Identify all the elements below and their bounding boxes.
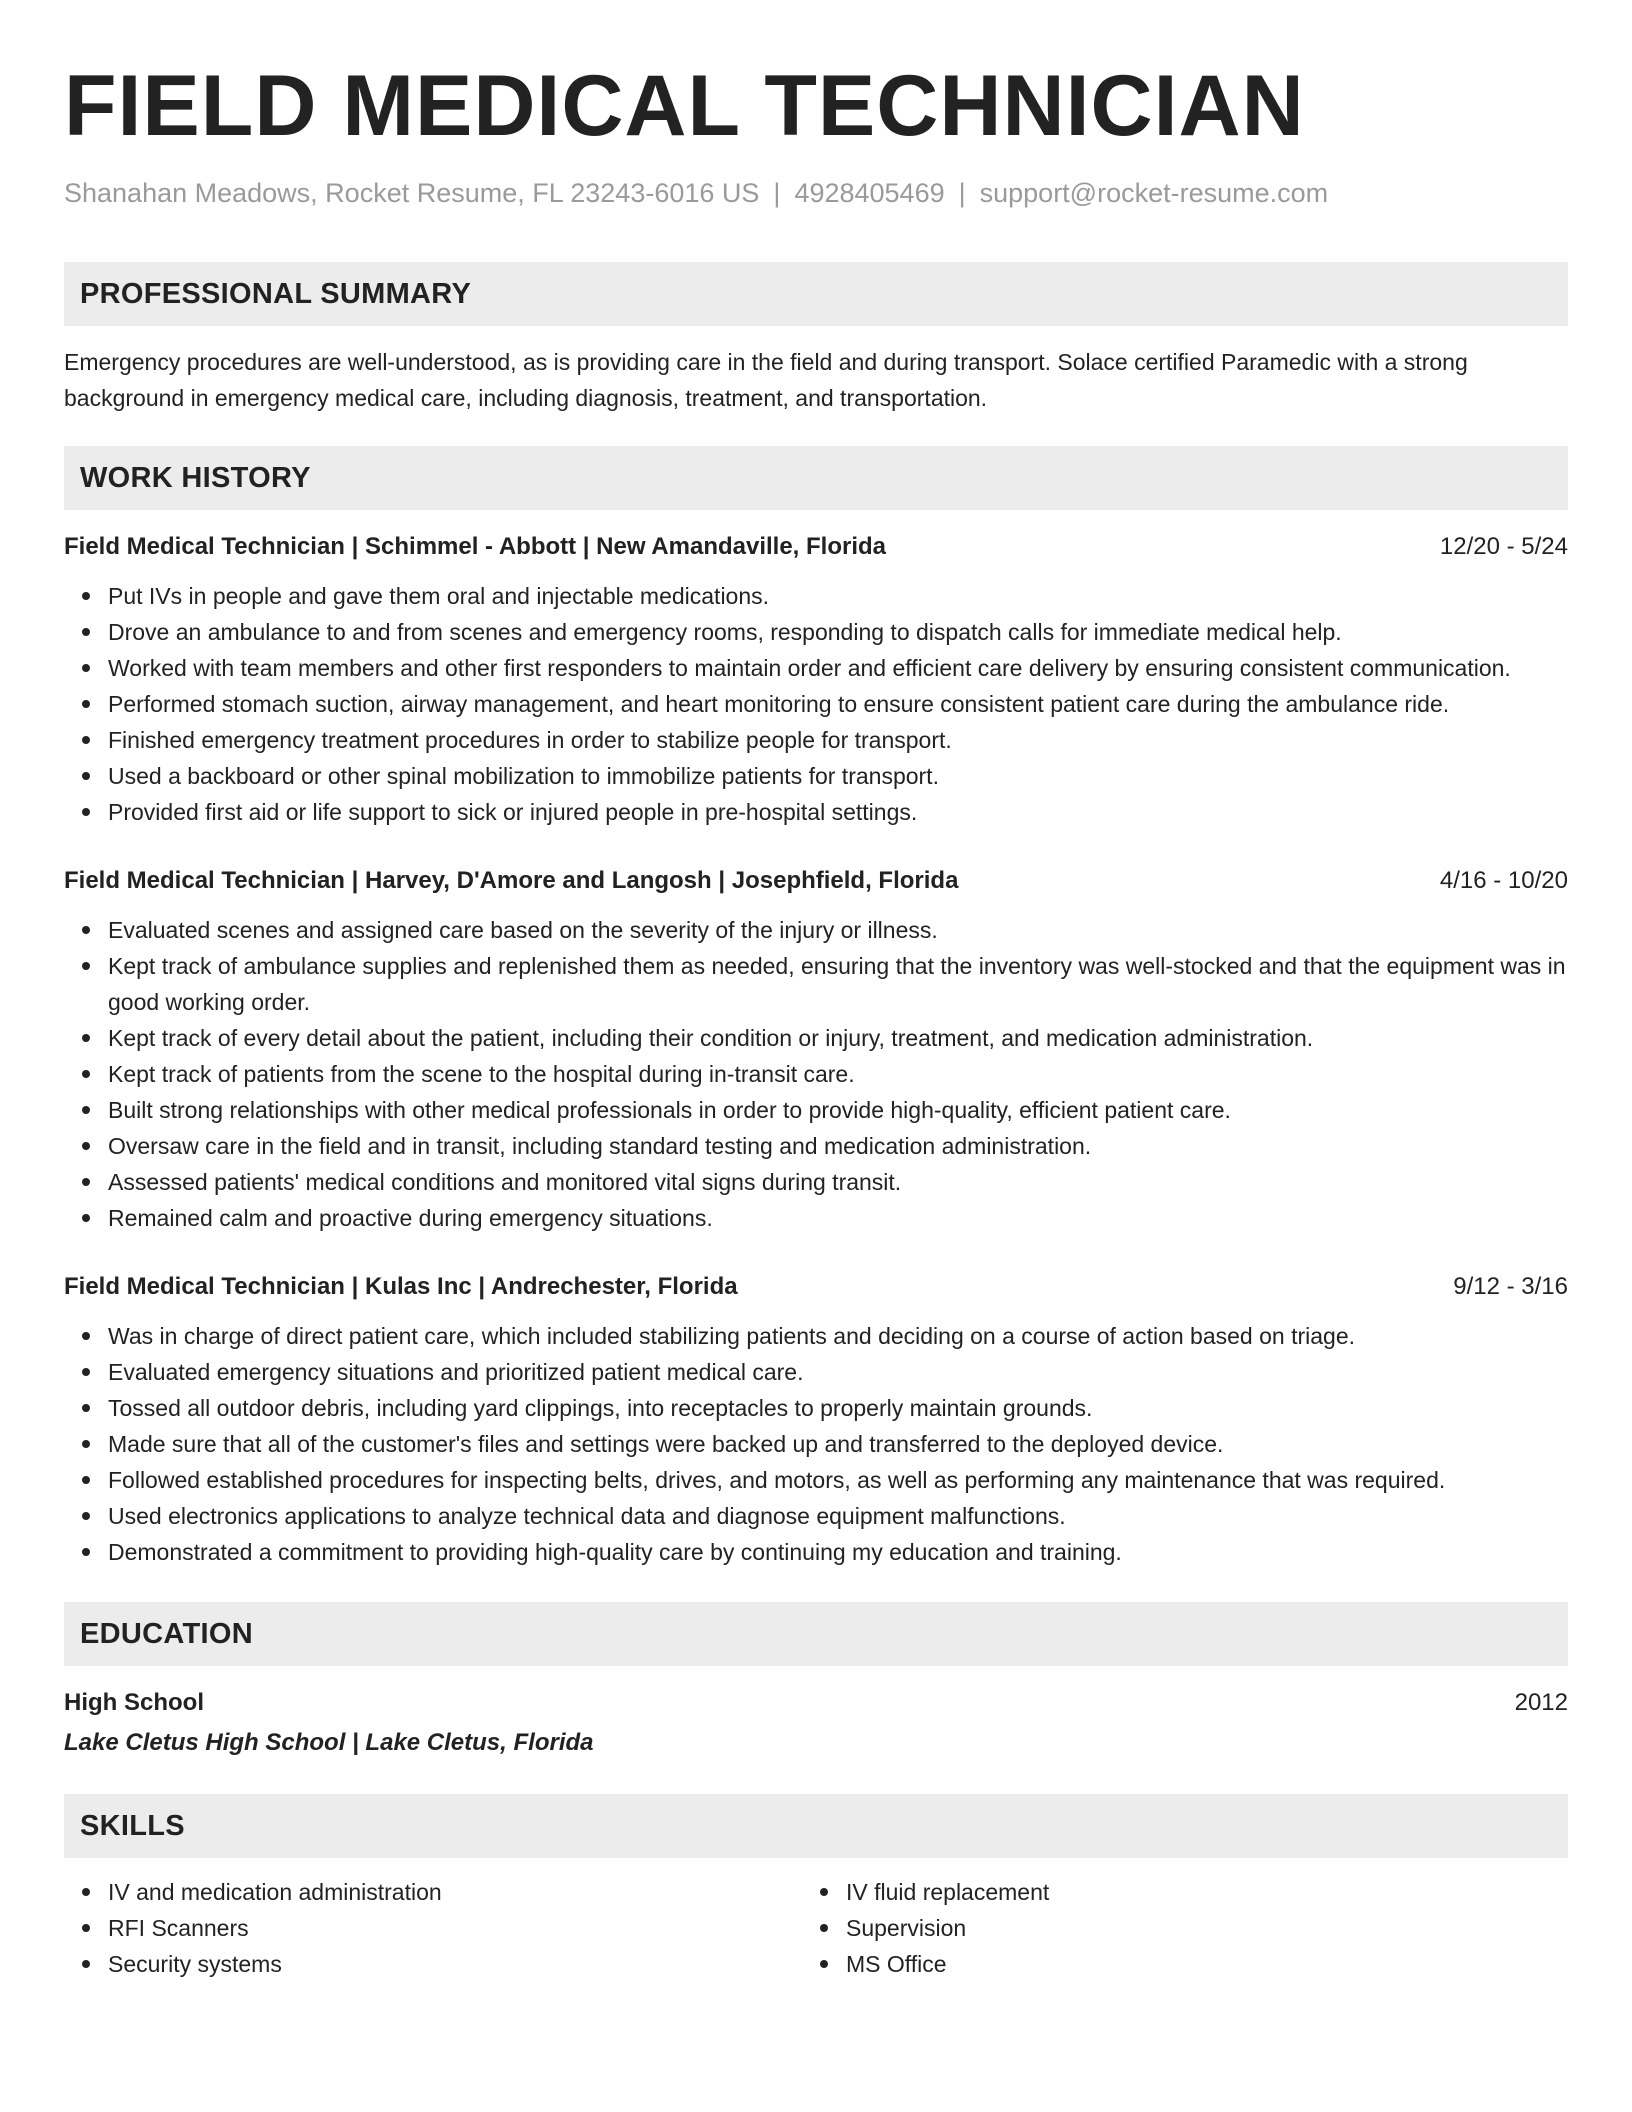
skill-item: IV and medication administration [108, 1874, 802, 1910]
education-header [64, 1686, 1568, 1720]
job-bullet: Assessed patients' medical conditions and monitored vital signs during transit. [108, 1164, 1568, 1200]
section-heading-education: EDUCATION [64, 1602, 1568, 1666]
candidate-name: FIELD MEDICAL TECHNICIAN [64, 58, 1305, 154]
job-bullets [64, 1318, 1568, 1570]
job-bullet: Oversaw care in the field and in transit, including standard testing and medication administration. [108, 1128, 1568, 1164]
job-bullet: Used electronics applications to analyze technical data and diagnose equipment malfunctions. [108, 1498, 1568, 1534]
job-entry [64, 864, 1568, 1236]
job-bullet: Kept track of patients from the scene to the hospital during in-transit care. [108, 1056, 1568, 1092]
job-bullet: Worked with team members and other first responders to maintain order and efficient care delivery by ensuring consistent communication. [108, 650, 1568, 686]
education-school: Lake Cletus High School | Lake Cletus, Florida [64, 1729, 594, 1756]
job-bullet: Demonstrated a commitment to providing high-quality care by continuing my education and training. [108, 1534, 1568, 1570]
job-bullet: Followed established procedures for inspecting belts, drives, and motors, as well as performing any maintenance that was required. [108, 1462, 1568, 1498]
skills-grid [64, 1874, 1568, 1982]
section-heading-work-history: WORK HISTORY [64, 446, 1568, 510]
job-bullet: Performed stomach suction, airway management, and heart monitoring to ensure consistent patient care during the ambulance ride. [108, 686, 1568, 722]
job-bullet: Finished emergency treatment procedures in order to stabilize people for transport. [108, 722, 1568, 758]
contact-line [64, 176, 1568, 210]
job-bullet: Put IVs in people and gave them oral and injectable medications. [108, 578, 1568, 614]
job-header [64, 864, 1568, 898]
job-bullet: Tossed all outdoor debris, including yard clippings, into receptacles to properly maintain grounds. [108, 1390, 1568, 1426]
section-heading-summary: PROFESSIONAL SUMMARY [64, 262, 1568, 326]
contact-phone: 4928405469 [794, 178, 945, 208]
skill-item: Supervision [846, 1910, 1540, 1946]
skills-list [802, 1874, 1540, 1982]
job-entry [64, 530, 1568, 830]
summary-text: Emergency procedures are well-understood, as is providing care in the field and during transport. Solace certified Paramedic with a strong background in emergency medical care, including diagnosis, treatment, and transportation. [64, 349, 1468, 411]
job-entry [64, 1270, 1568, 1570]
job-dates: 4/16 - 10/20 [1439, 867, 1568, 894]
job-dates: 12/20 - 5/24 [1439, 533, 1568, 560]
job-dates: 9/12 - 3/16 [1453, 1273, 1568, 1300]
job-title: Field Medical Technician | Harvey, D'Amore and Langosh | Josephfield, Florida [64, 867, 959, 894]
job-bullet: Provided first aid or life support to sick or injured people in pre-hospital settings. [108, 794, 1568, 830]
job-bullet: Kept track of ambulance supplies and replenished them as needed, ensuring that the inventory was well-stocked and that the equipment was in good working order. [108, 948, 1568, 1020]
job-header [64, 530, 1568, 564]
section-heading-skills: SKILLS [64, 1794, 1568, 1858]
job-title: Field Medical Technician | Schimmel - Abbott | New Amandaville, Florida [64, 533, 887, 560]
skill-item: IV fluid replacement [846, 1874, 1540, 1910]
job-bullet: Remained calm and proactive during emergency situations. [108, 1200, 1568, 1236]
job-bullet: Evaluated emergency situations and prioritized patient medical care. [108, 1354, 1568, 1390]
skills-column-left [64, 1874, 802, 1982]
skill-item: Security systems [108, 1946, 802, 1982]
contact-email: support@rocket-resume.com [979, 178, 1329, 208]
contact-address: Shanahan Meadows, Rocket Resume, FL 23243-6016 US [64, 178, 760, 208]
skills-column-right [802, 1874, 1540, 1982]
job-bullet: Kept track of every detail about the patient, including their condition or injury, treatment, and medication administration. [108, 1020, 1568, 1056]
education-year: 2012 [1514, 1689, 1568, 1716]
job-header [64, 1270, 1568, 1304]
skill-item: RFI Scanners [108, 1910, 802, 1946]
job-bullets [64, 578, 1568, 830]
job-bullet: Made sure that all of the customer's files and settings were backed up and transferred to the deployed device. [108, 1426, 1568, 1462]
skills-list [64, 1874, 802, 1982]
education-degree: High School [64, 1689, 204, 1716]
job-title: Field Medical Technician | Kulas Inc | Andrechester, Florida [64, 1273, 738, 1300]
job-bullet: Drove an ambulance to and from scenes and emergency rooms, responding to dispatch calls for immediate medical help. [108, 614, 1568, 650]
job-bullet: Evaluated scenes and assigned care based on the severity of the injury or illness. [108, 912, 1568, 948]
job-bullets [64, 912, 1568, 1236]
contact-separator: | [773, 178, 781, 208]
contact-separator: | [958, 178, 966, 208]
job-bullet: Was in charge of direct patient care, which included stabilizing patients and deciding on a course of action based on triage. [108, 1318, 1568, 1354]
job-bullet: Built strong relationships with other medical professionals in order to provide high-quality, efficient patient care. [108, 1092, 1568, 1128]
job-bullet: Used a backboard or other spinal mobilization to immobilize patients for transport. [108, 758, 1568, 794]
skill-item: MS Office [846, 1946, 1540, 1982]
